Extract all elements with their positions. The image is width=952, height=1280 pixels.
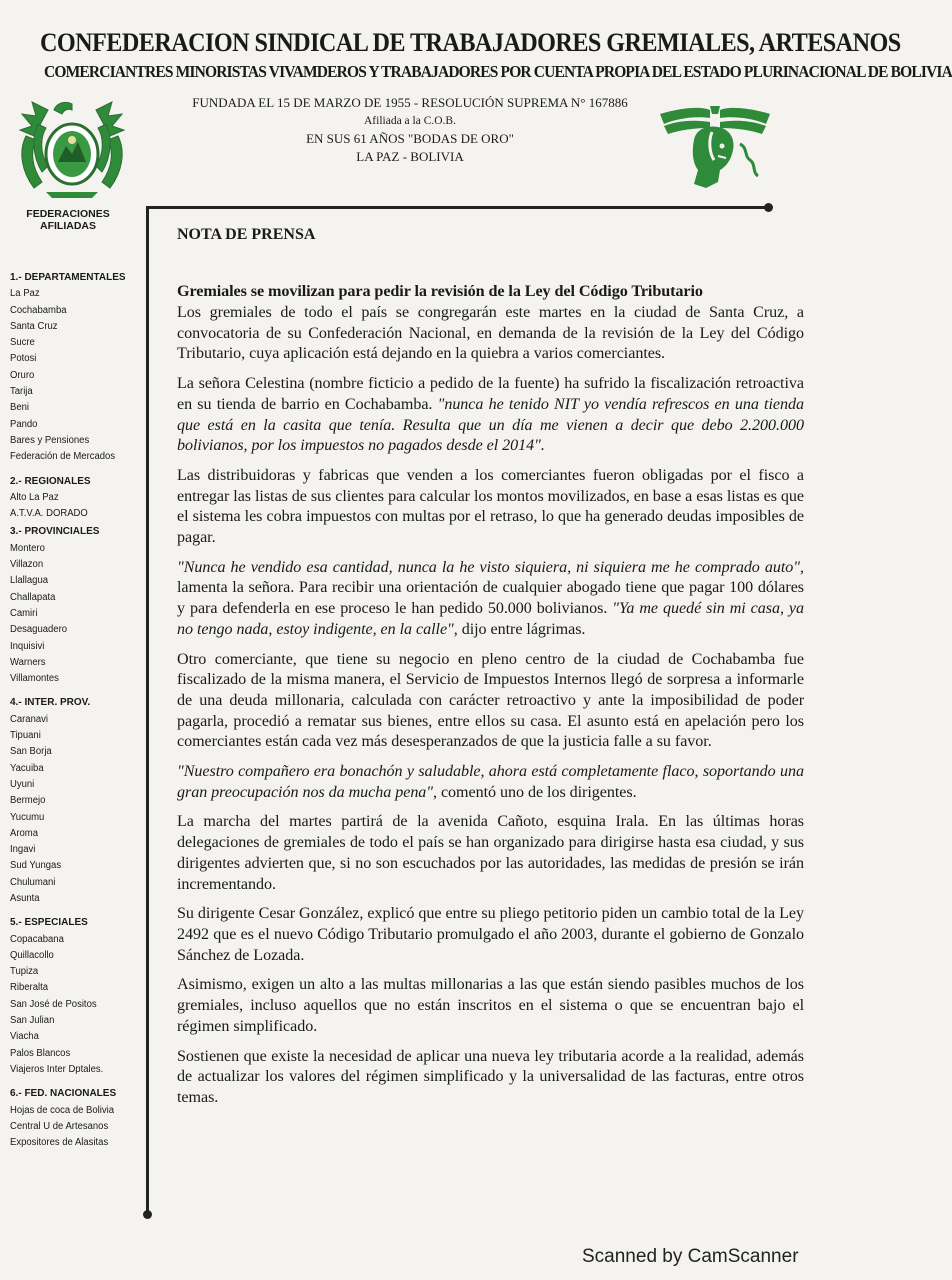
sidebar-federation-item: Chulumani: [10, 876, 56, 888]
article-headline: Gremiales se movilizan para pedir la revisión de la Ley del Código Tributario: [177, 282, 703, 300]
quote-celestina: "nunca he tenido NIT yo vendía refrescos en una tienda que está en la casita que tenía. Resulta que un día me vienen a decir que debo 2.200.000 bolivianos, por los impuestos no pagados desde el 2014".: [177, 395, 804, 455]
nota-de-prensa-label: NOTA DE PRENSA: [177, 226, 316, 243]
frame-bottom-dot: [143, 1210, 152, 1219]
sidebar-federation-item: Quillacollo: [10, 949, 54, 961]
sidebar-section-title: 4.- INTER. PROV.: [10, 697, 91, 709]
sidebar-federation-item: Challapata: [10, 591, 56, 603]
paragraph-7: La marcha del martes partirá de la avenida Cañoto, esquina Irala. En las últimas horas delegaciones de gremiales de todo el país se han organizado para dirigirse hasta esa ciudad, y sus dirigentes advierten que, si no son escuchados por las autoridades, las medidas de presión se irán incrementando.: [177, 813, 804, 893]
sidebar-federation-item: Asunta: [10, 892, 40, 904]
sidebar-federation-item: Bermejo: [10, 795, 46, 807]
sidebar-federation-item: Camiri: [10, 607, 38, 619]
anniversary-line: EN SUS 61 AÑOS "BODAS DE ORO": [306, 131, 514, 146]
sidebar-federation-item: Federación de Mercados: [10, 451, 116, 463]
paragraph-2: La señora Celestina (nombre ficticio a pedido de la fuente) ha sufrido la fiscalización retroactiva en su tienda de barrio en Cochabamba. "nunca he tenido NIT yo vendía refrescos en una tienda que está en la casita que tenía. Resulta que un día me vienen a decir que debo 2.200.000 bolivianos, por los impuestos no pagados desde el 2014".: [177, 375, 804, 455]
sidebar-federation-item: Aroma: [10, 827, 38, 839]
sidebar-federation-item: Hojas de coca de Bolivia: [10, 1104, 115, 1116]
paragraph-1: Los gremiales de todo el país se congregarán este martes en la ciudad de Santa Cruz, a convocatoria de su Confederación Nacional, en demanda de la revisión de la Ley del Código Tributario, cuya aplicación está dejando en la quiebra a varios comerciantes.: [177, 304, 804, 363]
sidebar-federation-item: Viajeros Inter Dptales.: [10, 1063, 104, 1075]
location-line: LA PAZ - BOLIVIA: [356, 149, 464, 164]
sidebar-federation-item: Tipuani: [10, 730, 41, 742]
sidebar-federation-item: Potosi: [10, 353, 37, 365]
sidebar-federation-item: Copacabana: [10, 933, 64, 945]
affiliation-line: Afiliada a la C.O.B.: [364, 115, 456, 127]
sidebar-section-title: 2.- REGIONALES: [10, 475, 91, 487]
bolivia-coat-of-arms-icon: [8, 96, 136, 200]
quote-sin-mi-casa: "Ya me quedé sin mi casa, ya no tengo nada, estoy indigente, en la calle": [177, 600, 804, 638]
sidebar-federation-item: Viacha: [10, 1031, 39, 1043]
quote-companero: "Nuestro compañero era bonachón y saludable, ahora está completamente flaco, soportando una gran preocupación nos da mucha pena": [177, 763, 804, 801]
frame-top-rule: [146, 206, 770, 209]
sidebar-federation-item: Uyuni: [10, 778, 35, 790]
federations-sidebar: [10, 268, 145, 1151]
sidebar-federation-item: Ingavi: [10, 844, 36, 856]
organization-subtitle: COMERCIANTRES MINORISTAS VIVAMDEROS Y TRABAJADORES POR CUENTA PROPIA DEL ESTADO PLURINACIONAL DE BOLIVIA: [44, 62, 952, 81]
sidebar-federation-item: Caranavi: [10, 713, 49, 725]
organization-title: CONFEDERACION SINDICAL DE TRABAJADORES GREMIALES, ARTESANOS: [40, 28, 901, 57]
sidebar-federation-item: Warners: [10, 656, 46, 668]
sidebar-federation-item: Montero: [10, 542, 45, 554]
sidebar-federation-item: Riberalta: [10, 982, 49, 994]
sidebar-federation-item: Yacuiba: [10, 762, 44, 774]
sidebar-federation-item: Cochabamba: [10, 304, 67, 316]
paragraph-3: Las distribuidoras y fabricas que venden a los comerciantes fueron obligadas por el fisco a entregar las listas de sus clientes para calcular los montos movilizados, en base a esas listas es que el sistema les cobra impuestos con multas por el retraso, lo que ha generado deudas imposibles de pagar.: [177, 466, 804, 547]
sidebar-federation-item: Expositores de Alasitas: [10, 1137, 109, 1149]
federaciones-heading: FEDERACIONES AFILIADAS: [26, 208, 110, 232]
sidebar-federation-item: Santa Cruz: [10, 320, 58, 332]
sidebar-federation-item: Sud Yungas: [10, 860, 62, 872]
sidebar-federation-item: Alto La Paz: [10, 491, 59, 503]
header-info: [170, 94, 650, 166]
paragraph-6: "Nuestro compañero era bonachón y saludable, ahora está completamente flaco, soportando una gran preocupación nos da mucha pena", comentó uno de los dirigentes.: [177, 763, 804, 801]
sidebar-federation-item: Villamontes: [10, 673, 59, 685]
sidebar-federation-item: Yucumu: [10, 811, 45, 823]
sidebar-federation-item: Palos Blancos: [10, 1047, 71, 1059]
sidebar-federation-item: Villazon: [10, 559, 44, 571]
camscanner-watermark: Scanned by CamScanner: [582, 1246, 799, 1267]
sidebar-federation-item: Inquisivi: [10, 640, 45, 652]
sidebar-federation-item: La Paz: [10, 288, 40, 300]
sidebar-federation-item: Bares y Pensiones: [10, 434, 90, 446]
sidebar-federation-item: Tarija: [10, 386, 33, 398]
press-release-body: [177, 226, 804, 1118]
sidebar-federation-item: San Julian: [10, 1015, 55, 1027]
sidebar-federation-item: Central U de Artesanos: [10, 1120, 109, 1132]
sidebar-section-title: 3.- PROVINCIALES: [10, 526, 100, 538]
sidebar-federation-item: San Borja: [10, 746, 52, 758]
sidebar-federation-item: A.T.V.A. DORADO: [10, 508, 88, 520]
paragraph-8: Su dirigente Cesar González, explicó que entre su pliego petitorio piden un cambio total de la Ley 2492 que es el nuevo Código Tributario promulgado el año 2003, durante el gobierno de Gonzalo Sánchez de Lozada.: [177, 905, 804, 964]
sidebar-federation-item: Pando: [10, 418, 38, 430]
paragraph-5: Otro comerciante, que tiene su negocio en pleno centro de la ciudad de Cochabamba fue fiscalizado de la misma manera, el Servicio de Impuestos Internos llegó de sorpresa a informarle de una deuda millonaria, calculada con carácter retroactivo y ante la imposibilidad de poder pagarla, procedió a rematar sus bienes, entre ellos su casa. El asunto está en apelación pero los comerciantes están cada vez más desesperanzados de que la justicia falle a su favor.: [177, 650, 804, 751]
sidebar-federation-item: Tupiza: [10, 966, 39, 978]
sidebar-federation-item: Beni: [10, 402, 30, 414]
confederation-logo-icon: [660, 84, 770, 196]
sidebar-federation-item: Sucre: [10, 337, 35, 349]
quote-nunca-he-vendido: "Nunca he vendido esa cantidad, nunca la he visto siquiera, ni siquiera me he comprado auto": [177, 558, 801, 576]
paragraph-10: Sostienen que existe la necesidad de aplicar una nueva ley tributaria acorde a la realidad, además de actualizar los valores del régimen simplificado y la universalidad de las facturas, entre otros temas.: [177, 1047, 804, 1106]
frame-end-dot: [764, 203, 773, 212]
sidebar-federation-item: Llallagua: [10, 575, 49, 587]
sidebar-federation-item: Oruro: [10, 369, 35, 381]
founded-line: FUNDADA EL 15 DE MARZO DE 1955 - RESOLUCIÓN SUPREMA N° 167886: [192, 95, 628, 110]
frame-left-rule: [146, 206, 149, 1214]
sidebar-section-title: 5.- ESPECIALES: [10, 917, 88, 929]
sidebar-federation-item: San José de Positos: [10, 998, 97, 1010]
paragraph-4: "Nunca he vendido esa cantidad, nunca la he visto siquiera, ni siquiera me he comprado auto", lamenta la señora. Para recibir una orientación de cualquier abogado tiene que pagar 100 dólares y para defenderla en ese proceso le han pedido 50.000 bolivianos. "Ya me quedé sin mi casa, ya no tengo nada, estoy indigente, en la calle", dijo entre lágrimas.: [177, 558, 804, 638]
sidebar-federation-item: Desaguadero: [10, 624, 68, 636]
sidebar-section-title: 6.- FED. NACIONALES: [10, 1088, 117, 1100]
sidebar-section-title: 1.- DEPARTAMENTALES: [10, 272, 126, 283]
paragraph-9: Asimismo, exigen un alto a las multas millonarias a las que están siendo pasibles muchos de los gremiales, incluso aquellos que no están inscritos en el sistema o que se encuentran bajo el régimen simplificado.: [177, 976, 804, 1035]
